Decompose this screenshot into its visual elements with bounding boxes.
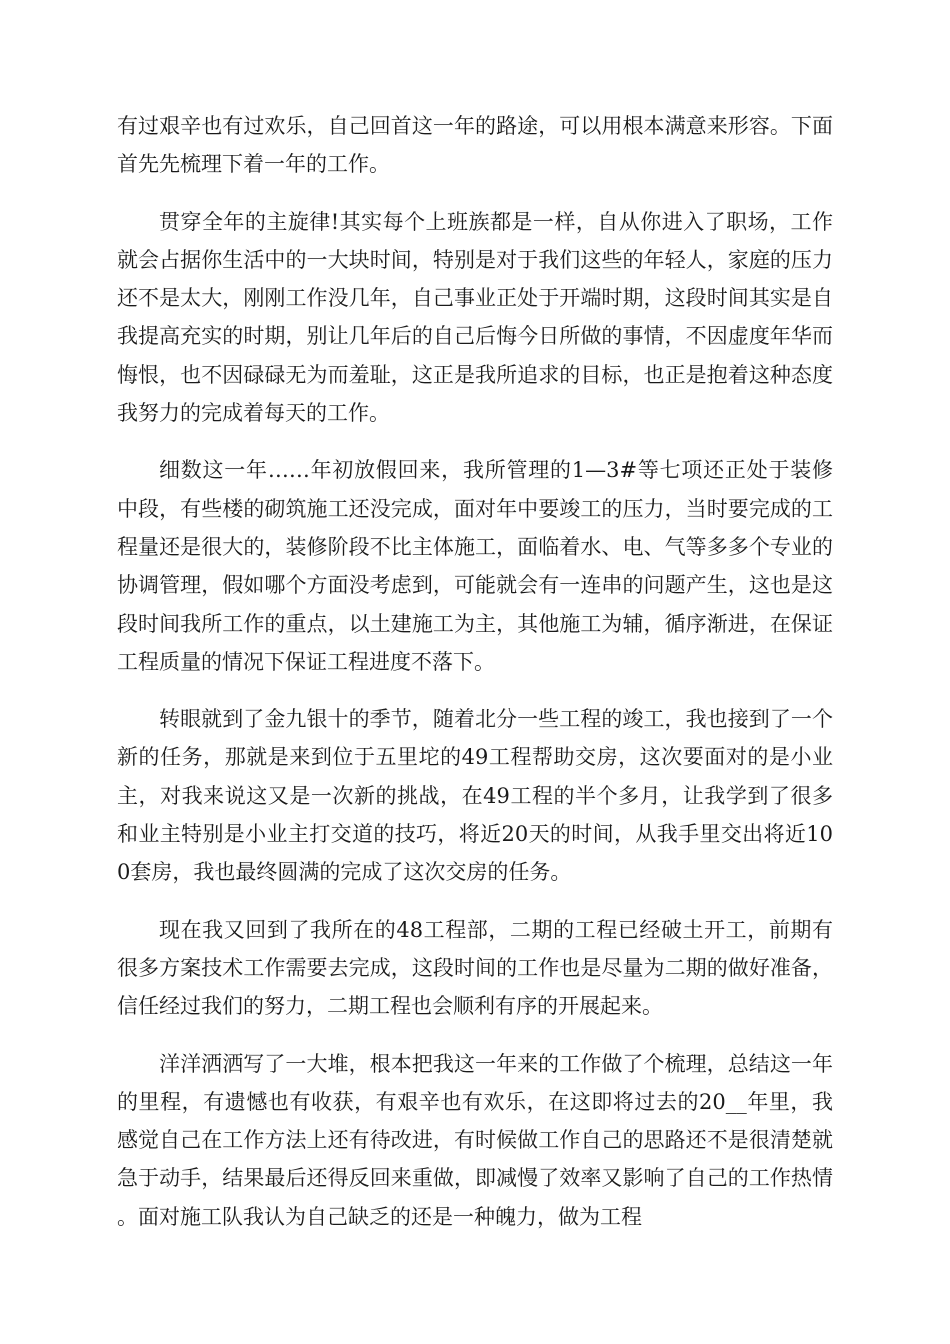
paragraph-6: 洋洋洒洒写了一大堆，根本把我这一年来的工作做了个梳理，总结这一年的里程，有遗憾也有收获，有艰辛也有欢乐，在这即将过去的20__年里，我感觉自己在工作方法上还有待改进，有时候做工作自己的思路还不是很清楚就急于动手，结果最后还得反回来重做，即减慢了效率又影响了自己的工作热情。面对施工队我认为自己缺乏的还是一种魄力，做为工程 bbox=[117, 1051, 833, 1229]
paragraph-1: 有过艰辛也有过欢乐，自己回首这一年的路途，可以用根本满意来形容。下面首先先梳理下着一年的工作。 bbox=[117, 114, 833, 177]
paragraph-3: 细数这一年……年初放假回来，我所管理的1—3#等七项还正处于装修中段，有些楼的砌筑施工还没完成，面对年中要竣工的压力，当时要完成的工程量还是很大的，装修阶段不比主体施工，面临着水、电、气等多多个专业的协调管理，假如哪个方面没考虑到，可能就会有一连串的问题产生，这也是这段时间我所工作的重点，以土建施工为主，其他施工为辅，循序渐进，在保证工程质量的情况下保证工程进度不落下。 bbox=[117, 458, 833, 674]
paragraph-5: 现在我又回到了我所在的48工程部，二期的工程已经破土开工，前期有很多方案技术工作需要去完成，这段时间的工作也是尽量为二期的做好准备，信任经过我们的努力，二期工程也会顺利有序的开展起来。 bbox=[117, 917, 833, 1019]
paragraph-2: 贯穿全年的主旋律!其实每个上班族都是一样，自从你进入了职场，工作就会占据你生活中的一大块时间，特别是对于我们这些的年轻人，家庭的压力还不是太大，刚刚工作没几年，自己事业正处于开端时期，这段时间其实是自我提高充实的时期，别让几年后的自己后悔今日所做的事情，不因虚度年华而悔恨，也不因碌碌无为而羞耻，这正是我所追求的目标，也正是抱着这种态度我努力的完成着每天的工作。 bbox=[117, 209, 833, 426]
document-body bbox=[117, 107, 833, 1255]
paragraph-4: 转眼就到了金九银十的季节，随着北分一些工程的竣工，我也接到了一个新的任务，那就是来到位于五里坨的49工程帮助交房，这次要面对的是小业主，对我来说这又是一次新的挑战，在49工程的半个多月，让我学到了很多和业主特别是小业主打交道的技巧，将近20天的时间，从我手里交出将近100套房，我也最终圆满的完成了这次交房的任务。 bbox=[117, 707, 833, 885]
